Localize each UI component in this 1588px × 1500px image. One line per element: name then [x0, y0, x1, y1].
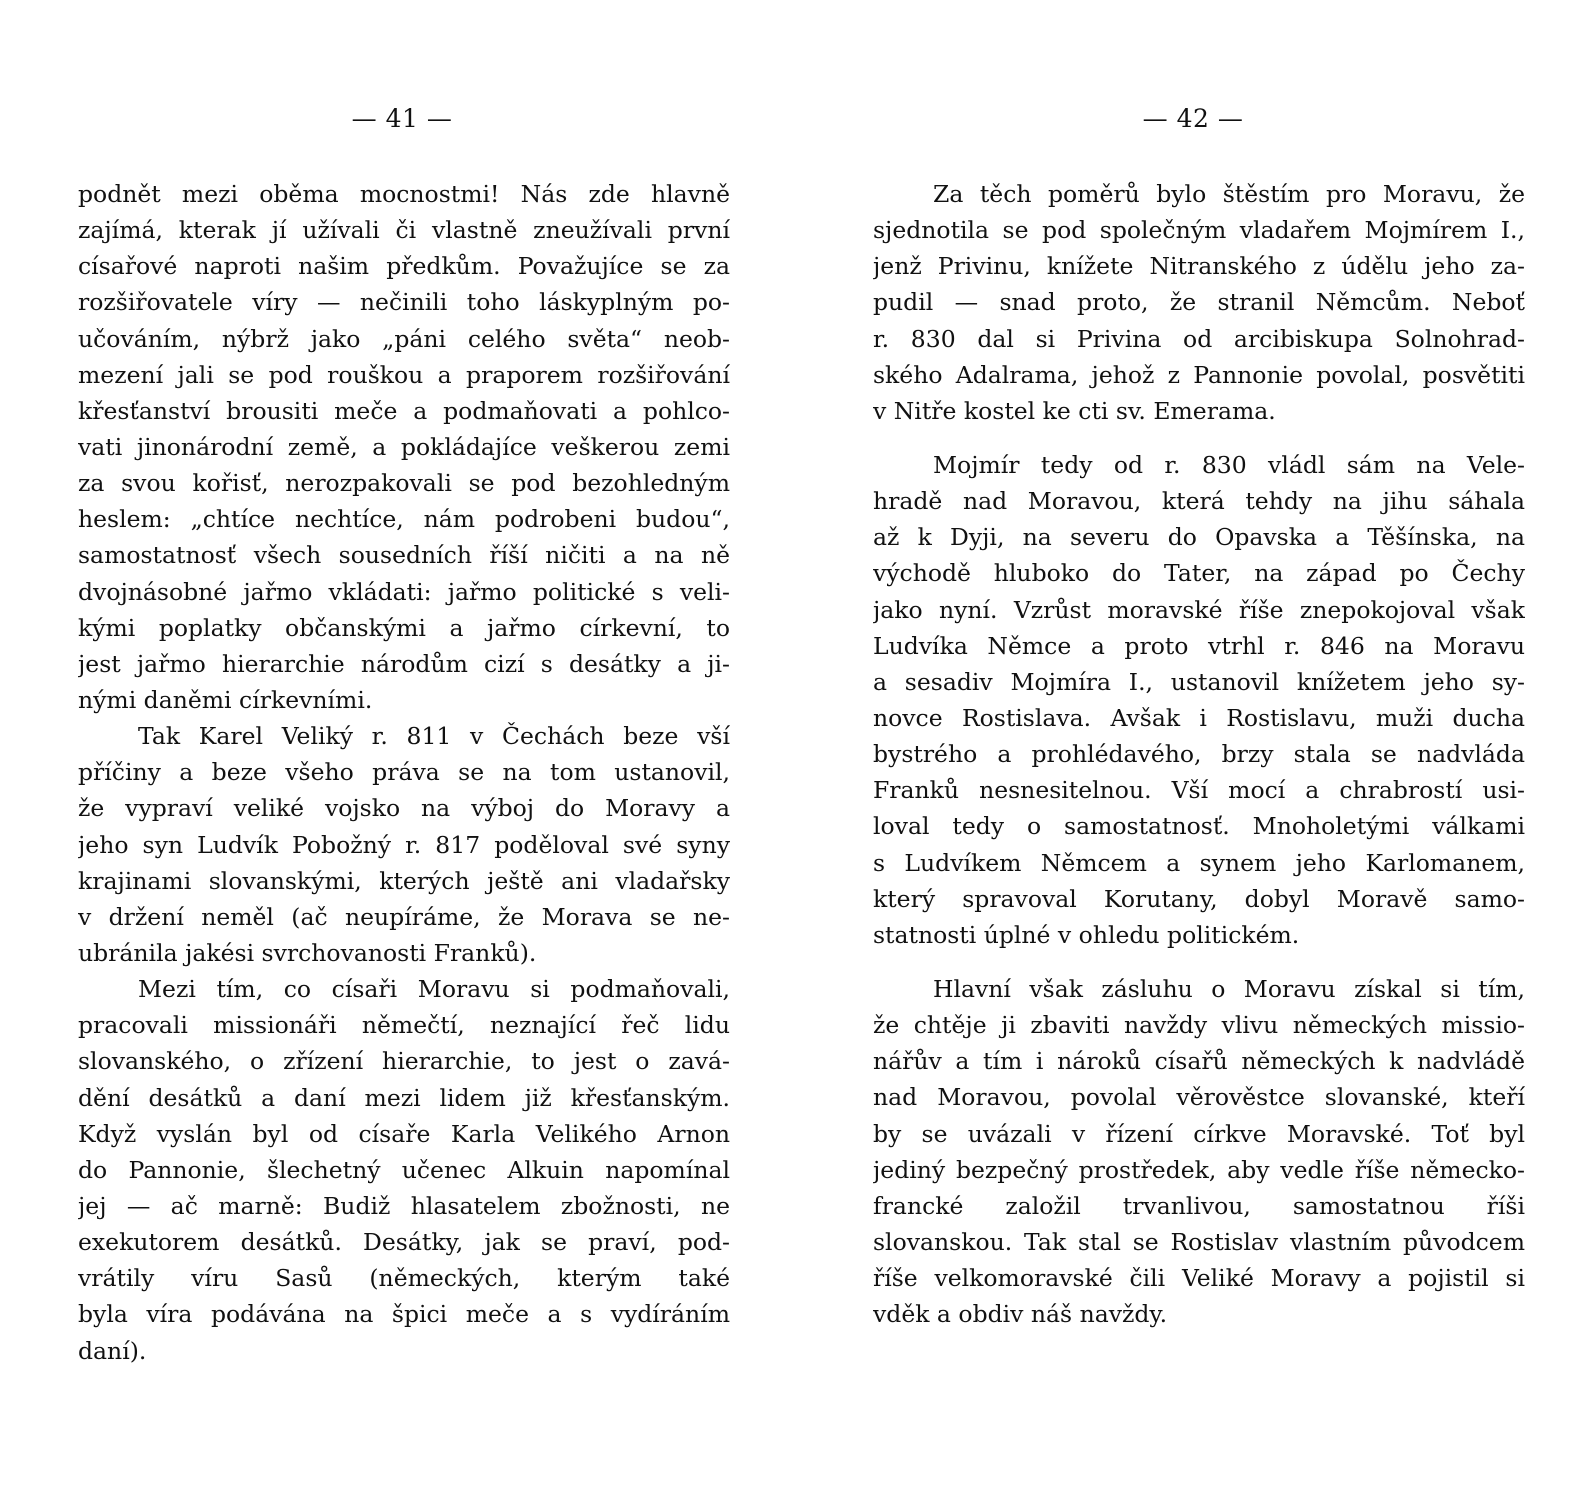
text-line: vati jinonárodní země, a pokládajíce veškerou zemi [78, 432, 730, 461]
paragraph [78, 718, 730, 971]
text-line: Mojmír tedy od r. 830 vládl sám na Vele- [933, 450, 1525, 479]
text-line: nářův a tím i nároků císařů německých k nadvládě [873, 1047, 1525, 1076]
text-line: dvojnásobné jařmo vkládati: jařmo politické s veli- [78, 577, 730, 606]
text-line: novce Rostislava. Avšak i Rostislavu, muži ducha [873, 703, 1525, 732]
text-line: krajinami slovanskými, kterých ještě ani vladařsky [78, 866, 730, 895]
text-line: francké založil trvanlivou, samostatnou říši [873, 1191, 1525, 1220]
text-line: jediný bezpečný prostředek, aby vedle říše německo- [873, 1155, 1525, 1184]
page-number: — 41 — [351, 104, 453, 133]
text-line: a sesadiv Mojmíra I., ustanovil knížetem jeho sy- [873, 667, 1525, 696]
text-line: byla víra podávána na špici meče a s vydíráním [78, 1300, 730, 1329]
paragraph [873, 176, 1525, 429]
text-line: Za těch poměrů bylo štěstím pro Moravu, že [933, 180, 1525, 208]
text-line: bystrého a prohlédavého, brzy stala se nadvláda [873, 740, 1525, 769]
text-line: exekutorem desátků. Desátky, jak se praví, pod- [78, 1228, 730, 1257]
text-line: jest jařmo hierarchie národům cizí s desátky a ji- [78, 649, 730, 678]
text-line: jenž Privinu, knížete Nitranského z údělu jeho za- [873, 252, 1525, 281]
text-line: že vypraví veliké vojsko na výboj do Moravy a [78, 794, 730, 823]
text-line: r. 830 dal si Privina od arcibiskupa Solnohrad- [873, 324, 1525, 353]
text-line: zajímá, kterak jí užívali či vlastně zneužívali první [78, 216, 730, 245]
text-line: až k Dyji, na severu do Opavska a Těšínska, na [873, 523, 1525, 552]
text-line: nad Moravou, povolal věrověstce slovanské, kteří [873, 1083, 1525, 1112]
text-line: Hlavní však zásluhu o Moravu získal si tím, [933, 974, 1525, 1003]
text-line: východě hluboko do Tater, na západ po Čechy [873, 559, 1525, 588]
text-line: že chtěje ji zbaviti navždy vlivu německých missio- [873, 1011, 1525, 1040]
text-line: Tak Karel Veliký r. 811 v Čechách beze vší [138, 722, 730, 751]
text-line: říše velkomoravské čili Veliké Moravy a pojistil si [873, 1264, 1525, 1293]
text-line: Když vyslán byl od císaře Karla Velikého Arnon [78, 1119, 730, 1148]
text-line: příčiny a beze všeho práva se na tom ustanovil, [78, 758, 730, 787]
text-line: pracovali missionáři němečtí, neznající řeč lidu [78, 1011, 730, 1040]
text-line: rozšiřovatele víry — nečinili toho láskyplným po- [78, 288, 730, 317]
text-line: Ludvíka Němce a proto vtrhl r. 846 na Moravu [873, 631, 1525, 660]
text-line: pudil — snad proto, že stranil Němcům. Neboť [873, 288, 1525, 317]
text-line: Mezi tím, co císaři Moravu si podmaňovali, [138, 975, 730, 1004]
text-line: mezení jali se pod rouškou a praporem rozšiřování [78, 360, 730, 389]
text-line: kými poplatky občanskými a jařmo církevní, to [78, 613, 730, 642]
text-line: sjednotila se pod společným vladařem Mojmírem I., [873, 216, 1525, 245]
page-text [78, 176, 730, 1369]
paragraph [78, 971, 730, 1369]
text-line: za svou kořisť, nerozpakovali se pod bezohledným [78, 469, 730, 498]
text-line: slovanskou. Tak stal se Rostislav vlastním původcem [873, 1227, 1525, 1256]
paragraph [873, 971, 1525, 1332]
paragraph-spacer [873, 953, 1525, 971]
right-page [873, 0, 1525, 1500]
text-line: jeho syn Ludvík Pobožný r. 817 poděloval své syny [78, 830, 730, 859]
text-line: učováním, nýbrž jako „páni celého světa“ neob- [78, 324, 730, 353]
paragraph-spacer [873, 429, 1525, 447]
text-line: loval tedy o samostatnosť. Mnoholetými válkami [873, 812, 1525, 841]
paragraph [78, 176, 730, 718]
text-line: hradě nad Moravou, která tehdy na jihu sáhala [873, 487, 1525, 516]
text-line: ského Adalrama, jehož z Pannonie povolal, posvětiti [873, 360, 1525, 389]
page-number: — 42 — [1142, 104, 1244, 133]
text-line: vrátily víru Sasů (německých, kterým také [78, 1264, 730, 1293]
paragraph [873, 447, 1525, 953]
text-line: by se uvázali v řízení církve Moravské. Toť byl [873, 1119, 1525, 1148]
text-line: křesťanství brousiti meče a podmaňovati a pohlco- [78, 396, 730, 425]
text-line: který spravoval Korutany, dobyl Moravě samo- [873, 884, 1525, 913]
text-line: ubránila jakési svrchovanosti Franků). [78, 938, 537, 967]
text-line: v držení neměl (ač neupíráme, že Morava se ne- [78, 902, 730, 931]
text-line: slovanského, o zřízení hierarchie, to jest o zavá- [78, 1047, 730, 1076]
text-line: nými daněmi církevními. [78, 685, 373, 714]
text-line: samostatnosť všech sousedních říší ničiti a na ně [78, 541, 730, 570]
text-line: heslem: „chtíce nechtíce, nám podrobeni budou“, [78, 505, 730, 534]
left-page [78, 0, 730, 1500]
text-line: císařové naproti našim předkům. Považujíce se za [78, 252, 730, 281]
text-line: do Pannonie, šlechetný učenec Alkuin napomínal [78, 1155, 730, 1184]
text-line: dění desátků a daní mezi lidem již křesťanským. [78, 1083, 730, 1112]
text-line: podnět mezi oběma mocnostmi! Nás zde hlavně [78, 180, 730, 208]
page-text [873, 176, 1525, 1332]
text-line: jako nyní. Vzrůst moravské říše znepokojoval však [873, 595, 1525, 624]
text-line: Franků nesnesitelnou. Vší mocí a chrabrostí usi- [873, 776, 1525, 805]
text-line: v Nitře kostel ke cti sv. Emerama. [873, 396, 1276, 425]
text-line: statnosti úplné v ohledu politickém. [873, 920, 1300, 949]
text-line: s Ludvíkem Němcem a synem jeho Karlomanem, [873, 848, 1525, 877]
text-line: vděk a obdiv náš navždy. [873, 1300, 1168, 1329]
text-line: jej — ač marně: Budiž hlasatelem zbožnosti, ne [78, 1191, 730, 1220]
text-line: daní). [78, 1336, 147, 1365]
